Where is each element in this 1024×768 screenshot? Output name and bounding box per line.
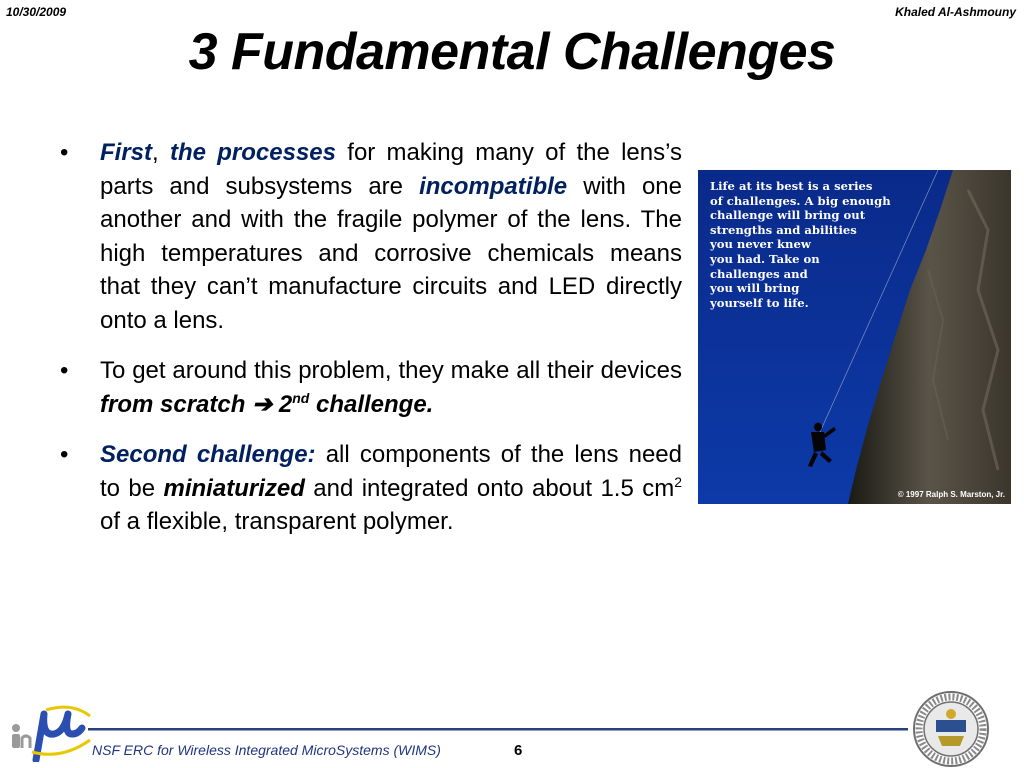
bullet-marker: • [60,441,69,468]
bullet-text-run: and integrated onto about 1.5 cm [304,474,675,502]
bullet-text [100,139,682,334]
bullet-text-run: First [100,139,153,166]
poster-quote-line: you never knew [710,237,811,252]
bullet-text-run: 2 [272,390,293,418]
bullet-text-run: all components of the lens need to be [100,441,683,502]
bullet-text-run: challenge. [309,390,434,418]
footer-organization: NSF ERC for Wireless Integrated MicroSystems (WIMS) [92,742,441,758]
poster-quote-line: challenge will bring out [710,208,866,223]
bullet-text-run: , [152,139,170,166]
bullet-text-run: ➔ [252,390,273,418]
page-number: 6 [514,742,523,759]
bullet-text-run: incompatible [419,172,568,200]
bullet-text-run: with one another and with the fragile polymer of the lens. The high temperatures and corrosive chemicals means that they can’t manufacture circuits and LED directly onto a lens. [100,172,682,334]
slide-title: 3 Fundamental Challenges [188,23,836,81]
header-author: Khaled Al-Ashmouny [895,5,1016,19]
poster-quote [710,179,891,310]
poster-quote-line: strengths and abilities [710,222,857,237]
bullet-text-run: To get around this problem, they make all their devices [100,357,682,384]
header-date: 10/30/2009 [6,5,67,19]
university-seal-icon [912,690,990,768]
bullet-text-run: Second challenge: [100,441,316,468]
bullet-text-run: 2 [674,473,682,490]
poster-quote-line: yourself to life. [710,295,809,310]
bullet-text-run: of a flexible, transparent polymer. [100,508,454,535]
wims-mu-logo [2,700,92,762]
poster-quote-line: you had. Take on [710,251,820,266]
poster-credit: © 1997 Ralph S. Marston, Jr. [897,490,1005,499]
bullet-item [60,438,682,539]
poster-quote-line: Life at its best is a series [710,179,873,193]
bullet-list [60,136,682,556]
bullet-item [60,136,682,337]
poster-quote-line: of challenges. A big enough [710,193,891,208]
bullet-text-run: nd [292,389,310,406]
poster-quote-line: challenges and [710,266,808,281]
bullet-marker: • [60,357,69,384]
bullet-text [100,357,682,418]
bullet-text-run: from scratch [100,390,253,418]
bullet-text-run: for making many of the lens’s parts and subsystems are [100,139,683,200]
bullet-item [60,354,682,421]
motivational-poster-image [698,170,1011,504]
footer-divider [88,728,908,731]
bullet-text [100,441,682,535]
bullet-marker: • [60,139,69,166]
bullet-text-run: the processes [169,139,336,166]
bullet-text-run: miniaturized [163,474,305,502]
poster-quote-line: you will bring [710,281,800,296]
